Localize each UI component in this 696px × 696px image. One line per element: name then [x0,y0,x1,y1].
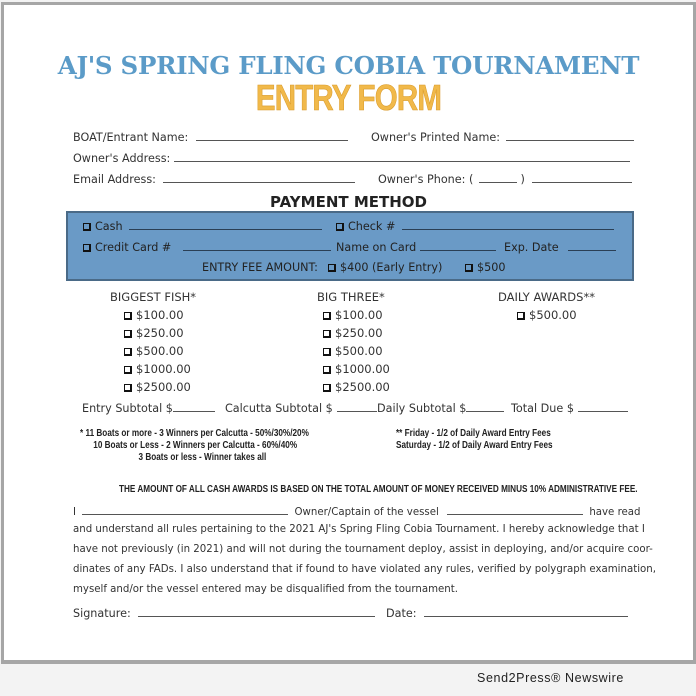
checkbox[interactable] [124,384,132,392]
owner-address-line[interactable] [174,150,630,162]
check-checkbox[interactable] [336,223,344,231]
calcutta-note-line: 10 Boats or Less - 2 Winners per Calcutta - 60%/40% [93,439,298,451]
cash-option[interactable] [83,218,322,233]
email-label: Email Address: [73,173,156,186]
checkbox[interactable] [124,312,132,320]
cash-line[interactable] [129,218,322,230]
name-on-card-line[interactable] [420,239,496,251]
boat-entrant-label: BOAT/Entrant Name: [73,131,189,144]
owner-printed-label: Owner's Printed Name: [371,131,501,144]
credit-card-checkbox[interactable] [83,244,91,252]
email-field[interactable] [73,171,355,186]
option-label: $500.00 [136,344,184,358]
option-label: $100.00 [136,308,184,322]
cash-label: Cash [95,220,123,233]
biggest-fish-option[interactable] [124,326,184,340]
daily-subtotal-label: Daily Subtotal $ [377,402,467,415]
total-due-label: Total Due $ [511,402,574,415]
option-label: $1000.00 [136,362,191,376]
agreement-line-5: myself and/or the vessel entered may be disqualified from the tournament. [73,584,458,595]
credit-card-label: Credit Card # [95,241,172,254]
boat-entrant-field[interactable] [73,129,348,144]
total-due-line[interactable] [578,400,628,412]
checkbox[interactable] [323,312,331,320]
cash-awards-disclaimer: THE AMOUNT OF ALL CASH AWARDS IS BASED ON THE TOTAL AMOUNT OF MONEY RECEIVED MINUS 10% ADMINISTRATIVE FEE. [119,483,638,495]
fee-early-checkbox[interactable] [328,264,336,272]
credit-card-line[interactable] [183,239,331,251]
checkbox[interactable] [323,384,331,392]
date-label: Date: [386,607,417,620]
owner-address-label: Owner's Address: [73,152,171,165]
payment-method-box [66,211,634,281]
exp-date-label: Exp. Date [504,241,559,254]
big-three-option[interactable] [323,362,390,376]
biggest-fish-heading: BIGGEST FISH* [110,290,197,304]
checkbox[interactable] [517,312,525,320]
name-on-card-field[interactable] [336,239,496,254]
calcutta-note-line: 3 Boats or less - Winner takes all [138,451,267,463]
option-label: $100.00 [335,308,383,322]
date-field[interactable] [386,605,628,620]
fee-regular-label: $500 [477,261,506,274]
cash-checkbox[interactable] [83,223,91,231]
agreement-line-3: have not previously (in 2021) and will not during the tournament deploy, assist in deploying, and/or acquire coor- [73,544,653,555]
signature-line[interactable] [138,605,375,617]
daily-award-notes [396,427,553,451]
checkbox[interactable] [124,330,132,338]
biggest-fish-option[interactable] [124,362,191,376]
owner-captain-text: Owner/Captain of the vessel [294,507,439,518]
exp-date-line[interactable] [568,239,616,251]
vessel-name-line[interactable] [447,503,583,515]
big-three-option[interactable] [323,326,383,340]
biggest-fish-option[interactable] [124,344,184,358]
calcutta-notes [80,427,361,463]
option-label: $500.00 [335,344,383,358]
fee-early-option[interactable] [328,261,442,274]
entry-subtotal-line[interactable] [173,400,215,412]
agreement-line-4: dinates of any FADs. I also understand that if found to have violated any rules, verified by polygraph examination, [73,564,656,575]
fee-regular-checkbox[interactable] [465,264,473,272]
have-read-text: have read [589,507,641,518]
signature-field[interactable] [73,605,375,620]
fee-regular-option[interactable] [465,261,505,274]
owner-address-field[interactable] [73,150,630,165]
payment-method-heading: PAYMENT METHOD [270,193,427,211]
check-number-line[interactable] [402,218,614,230]
option-label: $500.00 [529,308,577,322]
credit-card-option[interactable] [83,239,331,254]
signature-label: Signature: [73,607,131,620]
option-label: $2500.00 [136,380,191,394]
form-title: AJ'S SPRING FLING COBIA TOURNAMENT [57,51,640,80]
owner-phone-label: Owner's Phone: ( [378,173,474,186]
check-option[interactable] [336,218,614,233]
daily-awards-heading: DAILY AWARDS** [498,290,595,304]
option-label: $250.00 [335,326,383,340]
check-label: Check # [348,220,396,233]
calcutta-note-line: * 11 Boats or more - 3 Winners per Calcutta - 50%/30%/20% [80,427,309,439]
phone-number-line[interactable] [532,171,632,183]
option-label: $1000.00 [335,362,390,376]
daily-note-line: ** Friday - 1/2 of Daily Award Entry Fees [396,427,551,439]
option-label: $2500.00 [335,380,390,394]
daily-subtotal-line[interactable] [466,400,504,412]
daily-awards-option[interactable] [517,308,577,322]
fee-early-label: $400 (Early Entry) [340,261,443,274]
phone-area-code-line[interactable] [479,171,517,183]
daily-subtotal-field[interactable] [377,400,504,415]
big-three-option[interactable] [323,344,383,358]
owner-captain-name-line[interactable] [82,503,288,515]
date-line[interactable] [424,605,628,617]
checkbox[interactable] [323,366,331,374]
form-subtitle: ENTRY FORM [255,77,442,118]
owner-phone-field[interactable] [378,171,632,186]
total-due-field[interactable] [511,400,628,415]
biggest-fish-option[interactable] [124,308,184,322]
name-on-card-label: Name on Card [336,241,417,254]
biggest-fish-option[interactable] [124,380,191,394]
big-three-heading: BIG THREE* [317,290,385,304]
entry-form-card [1,2,696,664]
owner-printed-line[interactable] [506,129,634,141]
calcutta-subtotal-line[interactable] [337,400,377,412]
boat-entrant-line[interactable] [196,129,348,141]
daily-note-line: Saturday - 1/2 of Daily Award Entry Fees [396,439,553,451]
agreement-line-1 [73,503,641,518]
calcutta-subtotal-label: Calcutta Subtotal $ [225,402,333,415]
newswire-watermark: Send2Press® Newswire [477,671,624,685]
big-three-option[interactable] [323,380,390,394]
checkbox[interactable] [323,348,331,356]
checkbox[interactable] [323,330,331,338]
calcutta-subtotal-field[interactable] [225,400,377,415]
checkbox[interactable] [124,348,132,356]
owner-printed-field[interactable] [371,129,634,144]
exp-date-field[interactable] [504,239,616,254]
owner-phone-close: ) [520,173,525,186]
email-line[interactable] [163,171,355,183]
entry-subtotal-label: Entry Subtotal $ [82,402,173,415]
agreement-line-2: and understand all rules pertaining to the 2021 AJ's Spring Fling Cobia Tournament. I hereby acknowledge that I [73,524,645,535]
agreement-i: I [73,507,77,518]
option-label: $250.00 [136,326,184,340]
entry-subtotal-field[interactable] [82,400,215,415]
big-three-option[interactable] [323,308,383,322]
checkbox[interactable] [124,366,132,374]
entry-fee-label: ENTRY FEE AMOUNT: [202,261,318,274]
